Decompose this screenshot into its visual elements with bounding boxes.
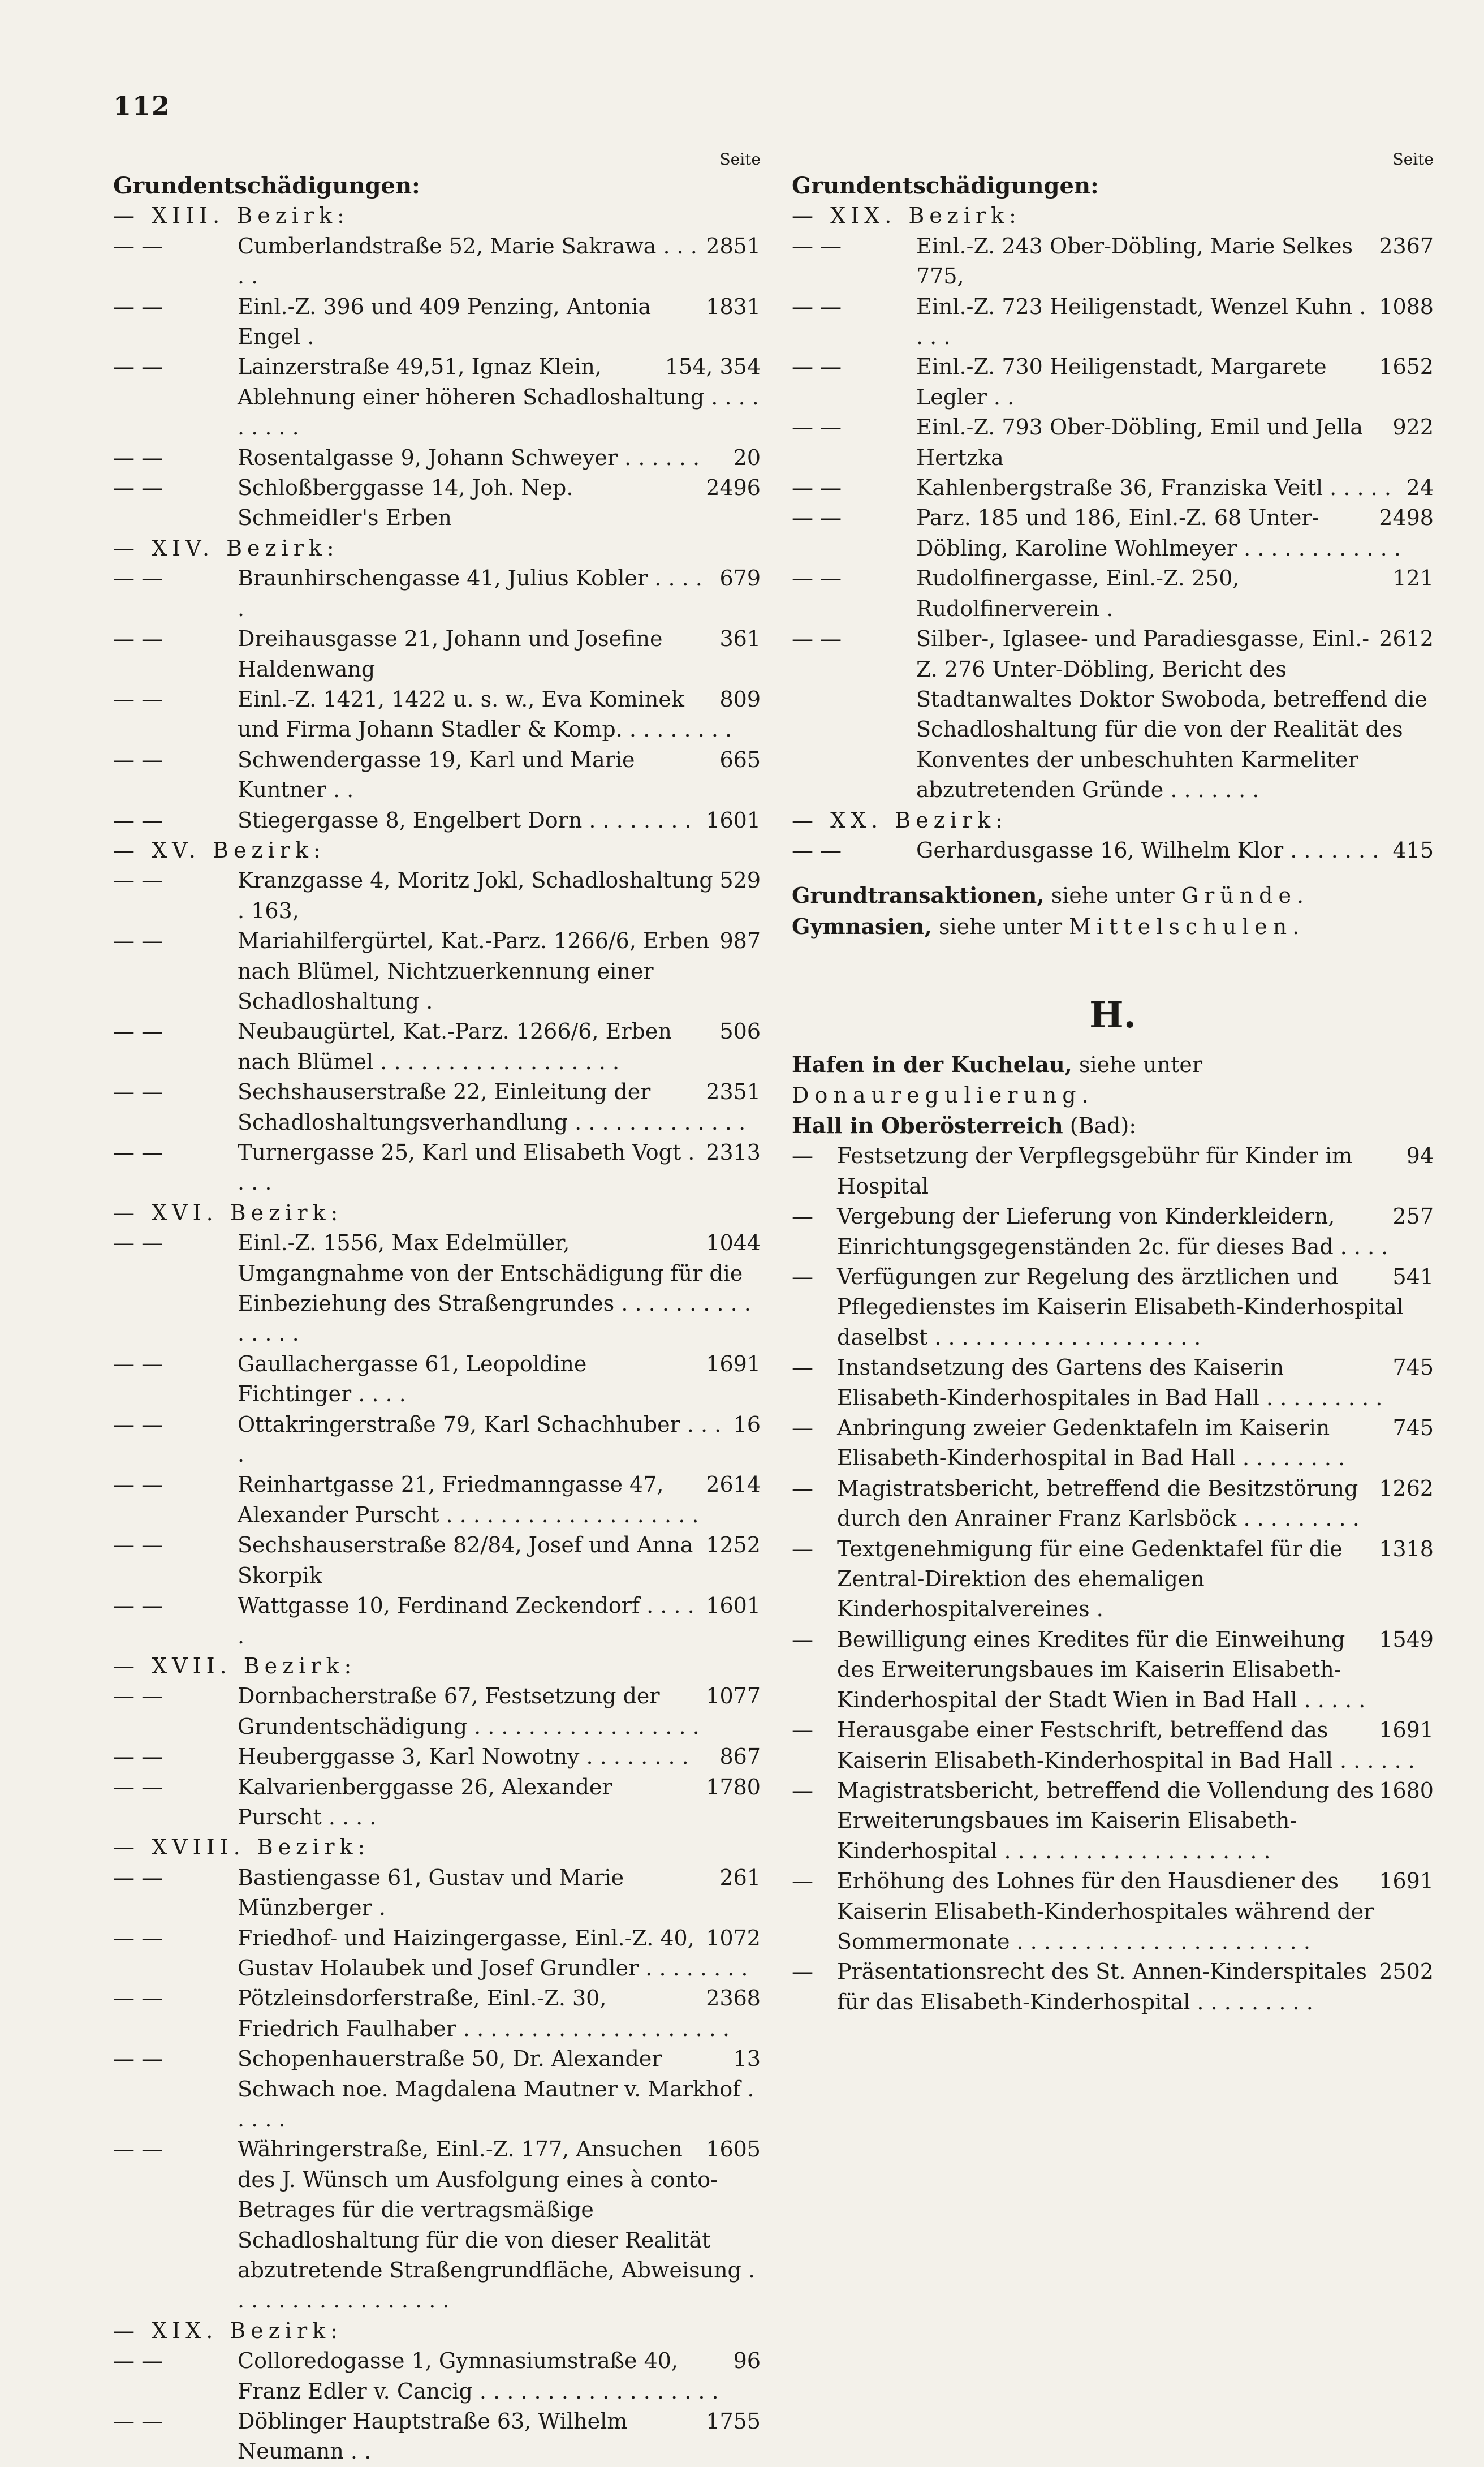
page-reference: 2612 [1374, 624, 1434, 654]
index-entry [792, 1957, 1434, 2017]
page-reference: 1780 [701, 1772, 761, 1802]
index-entry [113, 1349, 761, 1410]
index-entry [113, 443, 761, 473]
entry-text: Kalvarienberggasse 26, Alexander Purscht . . . . [238, 1774, 612, 1829]
entry-dash: — — [113, 1684, 163, 1709]
entry-text: Einl.-Z. 1421, 1422 u. s. w., Eva Kominek und Firma Johann Stadler & Komp. . . . . . . . . [238, 686, 732, 742]
index-entry [113, 1923, 761, 1984]
entry-text: Wattgasse 10, Ferdinand Zeckendorf . . . . . [238, 1593, 694, 1648]
entry-text: Bastiengasse 61, Gustav und Marie Münzberger . [238, 1865, 624, 1921]
index-entry [792, 1413, 1434, 1474]
entry-dash: — — [113, 2046, 163, 2072]
district-heading [792, 806, 1434, 836]
entry-text: Friedhof- und Haizingergasse, Einl.-Z. 40, Gustav Holaubek und Josef Grundler . . . . . . . . [238, 1925, 748, 1981]
entry-text: Währingerstraße, Einl.-Z. 177, Ansuchen des J. Wünsch um Ausfolgung eines à conto-Betrages für die vertragsmäßige Schadloshaltung für die von dieser Realität abzutretende Straßengrundfläche, Abweisung . . . . . . . . . . . . . . . . . [238, 2137, 756, 2313]
entry-text: Einl.-Z. 793 Ober-Döbling, Emil und Jella Hertzka [916, 415, 1364, 470]
entry-dash: — — [113, 1230, 163, 1256]
entry-text: Dornbacherstraße 67, Festsetzung der Grundentschädigung . . . . . . . . . . . . . . . . . [238, 1684, 700, 1739]
page-reference: 1601 [701, 806, 761, 836]
entry-text: Rosentalgasse 9, Johann Schweyer . . . . . . [238, 445, 700, 470]
index-entry [113, 624, 761, 684]
index-entry [113, 473, 761, 533]
district-label: — XVII. Bezirk: [113, 1653, 357, 1678]
entry-text: Magistratsbericht, betreffend die Besitzstörung durch den Anrainer Franz Karlsböck . . . . . . . . . [837, 1475, 1360, 1531]
entry-dash: — — [113, 1925, 163, 1951]
section-letter: H. [1089, 994, 1136, 1037]
page-reference: 2851 [701, 231, 761, 261]
page-reference: 2496 [701, 473, 761, 503]
entry-text: Colloredogasse 1, Gymnasiumstraße 40, Franz Edler v. Cancig . . . . . . . . . . . . . . . . . . [238, 2348, 719, 2404]
entry-text: Lainzerstraße 49,51, Ignaz Klein, Ablehnung einer höheren Schadloshaltung . . . . . . . . . [238, 354, 759, 440]
entry-text: Einl.-Z. 396 und 409 Penzing, Antonia Engel . [238, 294, 652, 350]
entry-dash: — [792, 1475, 813, 1501]
index-entry [792, 1353, 1434, 1413]
entry-dash: — [792, 1959, 813, 1984]
entry-text: Mariahilfergürtel, Kat.-Parz. 1266/6, Erben nach Blümel, Nichtzuerkennung einer Schadloshaltung . [238, 928, 710, 1014]
entry-text: Döblinger Hauptstraße 63, Wilhelm Neumann . . [238, 2409, 628, 2464]
entry-dash: — [792, 1204, 813, 1229]
entry-text: Silber-, Iglasee- und Paradiesgasse, Einl.-Z. 276 Unter-Döbling, Bericht des Stadtanwaltes Doktor Swoboda, betreffend die Schadloshaltung für die von der Realität des Konventes der unbeschuhten Karmeliter abzutretenden Gründe . . . . . . . [916, 626, 1427, 803]
entry-dash: — — [113, 1019, 163, 1044]
index-entry [113, 1228, 761, 1349]
entry-dash: — [792, 1868, 813, 1894]
index-entry [792, 352, 1434, 412]
page-reference: 2368 [701, 1983, 761, 2013]
entry-dash: — — [113, 1411, 163, 1437]
entry-text: Textgenehmigung für eine Gedenktafel für die Zentral-Direktion des ehemaligen Kinderhospitalvereines . [837, 1536, 1343, 1622]
district-label: — XX. Bezirk: [792, 807, 1008, 833]
entry-dash: — — [113, 928, 163, 954]
index-entry [792, 1776, 1434, 1866]
district-heading [113, 1651, 761, 1681]
cross-ref-grundtransaktionen: Grundtransaktionen, siehe unter Gründe. [792, 882, 1310, 909]
district-heading [113, 836, 761, 866]
entry-text: Gerhardusgasse 16, Wilhelm Klor . . . . . . . [916, 837, 1379, 863]
entry-dash: — — [113, 868, 163, 893]
district-label: — XIII. Bezirk: [113, 203, 350, 229]
index-entry [792, 1715, 1434, 1776]
entry-dash: — — [113, 1472, 163, 1497]
entry-text: Einl.-Z. 1556, Max Edelmüller, Umgangnahme von der Entschädigung für die Einbeziehung des Straßengrundes . . . . . . . . . . . . . . . [238, 1230, 751, 1346]
district-label: — XIX. Bezirk: [792, 203, 1021, 229]
entry-dash: — — [113, 2409, 163, 2434]
entry-text: Schloßberggasse 14, Joh. Nep. Schmeidler's Erben [238, 475, 573, 531]
entry-dash: — — [113, 747, 163, 772]
index-entry [113, 1138, 761, 1198]
entry-dash: — — [113, 566, 163, 591]
entry-text: Vergebung der Lieferung von Kinderkleidern, Einrichtungsgegenständen 2c. für dieses Bad . . . . [837, 1204, 1388, 1259]
index-entry [792, 231, 1434, 292]
index-entry [792, 836, 1434, 866]
entry-text: Stiegergasse 8, Engelbert Dorn . . . . . . . . [238, 807, 692, 833]
district-heading [113, 201, 761, 231]
entry-text: Reinhartgasse 21, Friedmanngasse 47, Alexander Purscht . . . . . . . . . . . . . . . . . . . [238, 1472, 699, 1527]
page-reference: 2498 [1374, 503, 1434, 533]
page-reference: 16 [729, 1410, 761, 1440]
entry-text: Heuberggasse 3, Karl Nowotny . . . . . . . . [238, 1744, 689, 1769]
index-entry [792, 503, 1434, 563]
index-entry [113, 1530, 761, 1591]
entry-dash: — — [792, 294, 842, 319]
cross-ref-gymnasien: Gymnasien, siehe unter Mittelschulen. [792, 913, 1305, 939]
entry-dash: — — [792, 415, 842, 440]
entry-text: Rudolfinergasse, Einl.-Z. 250, Rudolfinerverein . [916, 566, 1240, 621]
index-entry [792, 624, 1434, 805]
page-reference: 2367 [1374, 231, 1434, 261]
index-entry [792, 292, 1434, 352]
index-entry [113, 2346, 761, 2406]
page-reference: 261 [715, 1863, 761, 1893]
entry-dash: — — [113, 445, 163, 470]
entry-dash: — — [113, 233, 163, 259]
entry-dash: — — [113, 1593, 163, 1618]
entry-text: Schwendergasse 19, Karl und Marie Kuntner . . [238, 747, 635, 803]
entry-dash: — [792, 1355, 813, 1380]
left-column [113, 148, 761, 2467]
entry-dash: — — [113, 2137, 163, 2162]
entry-text: Pötzleinsdorferstraße, Einl.-Z. 30, Friedrich Faulhaber . . . . . . . . . . . . . . . . . . . . [238, 1986, 730, 2041]
page-reference: 809 [715, 684, 761, 714]
page-reference: 1605 [701, 2134, 761, 2164]
district-heading [792, 201, 1434, 231]
entry-dash: — [792, 1536, 813, 1561]
index-entry [113, 1470, 761, 1530]
entry-text: Schopenhauerstraße 50, Dr. Alexander Schwach noe. Magdalena Mautner v. Markhof . . . . . [238, 2046, 754, 2132]
page-reference: 1601 [701, 1591, 761, 1621]
right-column [792, 148, 1434, 2017]
entry-dash: — [792, 1143, 813, 1169]
page-reference: 1691 [1374, 1866, 1434, 1896]
entry-dash: — — [113, 475, 163, 501]
page-reference: 1680 [1374, 1776, 1434, 1806]
cross-ref-hafen: Hafen in der Kuchelau, siehe unter Donauregulierung. [792, 1052, 1203, 1108]
district-label: — XVIII. Bezirk: [113, 1835, 370, 1860]
entry-text: Dreihausgasse 21, Johann und Josefine Haldenwang [238, 626, 663, 682]
entry-text: Gaullachergasse 61, Leopoldine Fichtinger . . . . [238, 1351, 587, 1407]
entry-text: Präsentationsrecht des St. Annen-Kinderspitales für das Elisabeth-Kinderhospital . . . . . . . . . [837, 1959, 1367, 2014]
index-entry [792, 473, 1434, 503]
entry-text: Verfügungen zur Regelung des ärztlichen und Pflegedienstes im Kaiserin Elisabeth-Kinderhospital daselbst . . . . . . . . . . . . . . . . . . . . [837, 1264, 1404, 1350]
hall-heading: Hall in Oberösterreich (Bad): [792, 1112, 1137, 1138]
entry-dash: — — [113, 1351, 163, 1376]
entry-dash: — — [113, 1986, 163, 2011]
index-entry [113, 1077, 761, 1138]
entry-dash: — — [113, 1140, 163, 1165]
entry-dash: — — [113, 1865, 163, 1890]
entry-dash: — — [113, 294, 163, 319]
seite-label-right: Seite [1392, 150, 1434, 169]
index-entry [792, 1141, 1434, 1202]
index-entry [113, 745, 761, 806]
page-reference: 1755 [701, 2406, 761, 2436]
entry-dash: — [792, 1415, 813, 1441]
entry-dash: — — [113, 1744, 163, 1769]
page-reference: 1831 [701, 292, 761, 322]
page-reference: 257 [1388, 1202, 1434, 1232]
entry-text: Herausgabe einer Festschrift, betreffend das Kaiserin Elisabeth-Kinderhospital in Bad Hall . . . . . . [837, 1717, 1415, 1773]
entry-text: Einl.-Z. 730 Heiligenstadt, Margarete Legler . . [916, 354, 1327, 410]
entry-dash: — — [113, 2348, 163, 2374]
index-entry [792, 1866, 1434, 1957]
page-reference: 1691 [701, 1349, 761, 1379]
index-entry [792, 563, 1434, 624]
entry-dash: — — [792, 837, 842, 863]
entry-text: Anbringung zweier Gedenktafeln im Kaiserin Elisabeth-Kinderhospital in Bad Hall . . . . . . . . [837, 1415, 1345, 1471]
index-entry [113, 292, 761, 352]
entry-text: Erhöhung des Lohnes für den Hausdiener des Kaiserin Elisabeth-Kinderhospitales während der Sommermonate . . . . . . . . . . . . . . . . . . . . . . [837, 1868, 1374, 1954]
page-reference: 665 [715, 745, 761, 775]
page-reference: 529 [715, 866, 761, 895]
page-reference: 2313 [701, 1138, 761, 1168]
page-reference: 24 [1402, 473, 1434, 503]
index-entry [113, 1681, 761, 1742]
district-heading [113, 2316, 761, 2346]
district-label: — XIX. Bezirk: [113, 2318, 343, 2343]
page-reference: 679 [715, 563, 761, 593]
index-entry [113, 2406, 761, 2467]
hall-entry-list [792, 1141, 1434, 2017]
index-entry [113, 231, 761, 292]
entry-text: Parz. 185 und 186, Einl.-Z. 68 Unter-Döbling, Karoline Wohlmeyer . . . . . . . . . . . . [916, 505, 1401, 561]
entry-dash: — — [113, 354, 163, 380]
page-reference: 20 [729, 443, 761, 473]
page-reference: 1044 [701, 1228, 761, 1258]
index-entry [113, 352, 761, 442]
index-entry [113, 806, 761, 836]
page-reference: 1691 [1374, 1715, 1434, 1745]
right-entry-list [792, 201, 1434, 866]
page-reference: 1077 [701, 1681, 761, 1711]
entry-text: Magistratsbericht, betreffend die Vollendung des Erweiterungsbaues im Kaiserin Elisabeth-Kinderhospital . . . . . . . . . . . . . . . . . . . . [837, 1777, 1374, 1863]
index-entry [113, 926, 761, 1017]
page-reference: 13 [729, 2044, 761, 2074]
entry-dash: — — [113, 1532, 163, 1558]
page-reference: 94 [1402, 1141, 1434, 1171]
section-heading-right: Grundentschädigungen: [792, 173, 1099, 199]
entry-text: Kahlenbergstraße 36, Franziska Veitl . . . . . [916, 475, 1391, 501]
index-entry [792, 1202, 1434, 1262]
entry-dash: — [792, 1717, 813, 1743]
entry-text: Instandsetzung des Gartens des Kaiserin Elisabeth-Kinderhospitales in Bad Hall . . . . . . . . . [837, 1355, 1383, 1410]
page-reference: 922 [1388, 412, 1434, 442]
entry-dash: — [792, 1777, 813, 1803]
page-reference: 2502 [1374, 1957, 1434, 1987]
page-reference: 1088 [1374, 292, 1434, 322]
index-entry [113, 1983, 761, 2044]
page-reference: 1252 [701, 1530, 761, 1560]
entry-dash: — — [113, 807, 163, 833]
entry-dash: — — [113, 686, 163, 712]
entry-dash: — — [792, 505, 842, 531]
left-entry-list [113, 201, 761, 2466]
index-entry [792, 1262, 1434, 1353]
page-reference: 2351 [701, 1077, 761, 1107]
entry-text: Sechshauserstraße 82/84, Josef und Anna Skorpik [238, 1532, 693, 1588]
district-label: — XVI. Bezirk: [113, 1200, 343, 1225]
page-reference: 361 [715, 624, 761, 654]
seite-label-left: Seite [719, 150, 761, 169]
page-reference: 1652 [1374, 352, 1434, 382]
page-reference: 121 [1388, 563, 1434, 593]
entry-dash: — [792, 1264, 813, 1289]
page-reference: 1549 [1374, 1625, 1434, 1655]
page-reference: 415 [1388, 836, 1434, 866]
entry-dash: — — [113, 626, 163, 652]
index-entry [113, 1410, 761, 1470]
page-reference: 541 [1388, 1262, 1434, 1292]
entry-text: Braunhirschengasse 41, Julius Kobler . . . . . [238, 566, 702, 621]
entry-text: Neubaugürtel, Kat.-Parz. 1266/6, Erben nach Blümel . . . . . . . . . . . . . . . . . . [238, 1019, 672, 1074]
page-reference: 987 [715, 926, 761, 956]
entry-text: Kranzgasse 4, Moritz Jokl, Schadloshaltung . 163, [238, 868, 713, 923]
district-heading [113, 533, 761, 563]
page-reference: 1318 [1374, 1534, 1434, 1564]
entry-dash: — — [792, 233, 842, 259]
index-entry [792, 1474, 1434, 1534]
index-entry [113, 1017, 761, 1077]
entry-text: Einl.-Z. 243 Ober-Döbling, Marie Selkes 775, [916, 233, 1353, 289]
index-entry [113, 2134, 761, 2315]
entry-text: Turnergasse 25, Karl und Elisabeth Vogt . . . . [238, 1140, 695, 1195]
page-number: 112 [113, 91, 171, 121]
entry-text: Einl.-Z. 723 Heiligenstadt, Wenzel Kuhn . . . . [916, 294, 1366, 350]
index-entry [113, 1591, 761, 1651]
index-entry [792, 1534, 1434, 1625]
index-entry [113, 1772, 761, 1833]
entry-dash: — — [792, 354, 842, 380]
page-reference: 154, 354 [661, 352, 761, 382]
index-entry [113, 684, 761, 745]
entry-dash: — [792, 1626, 813, 1652]
index-entry [792, 1625, 1434, 1715]
page-reference: 745 [1388, 1413, 1434, 1443]
index-entry [113, 2044, 761, 2134]
district-label: — XIV. Bezirk: [113, 535, 339, 561]
entry-dash: — — [792, 475, 842, 501]
index-entry [113, 563, 761, 624]
entry-dash: — — [792, 626, 842, 652]
entry-text: Sechshauserstraße 22, Einleitung der Schadloshaltungsverhandlung . . . . . . . . . . . . . [238, 1079, 746, 1135]
page-reference: 96 [729, 2346, 761, 2376]
page-reference: 2614 [701, 1470, 761, 1500]
index-entry [792, 412, 1434, 473]
page-reference: 745 [1388, 1353, 1434, 1383]
section-heading-left: Grundentschädigungen: [113, 173, 420, 199]
entry-dash: — — [792, 566, 842, 591]
district-label: — XV. Bezirk: [113, 837, 326, 863]
page-reference: 506 [715, 1017, 761, 1047]
district-heading [113, 1832, 761, 1862]
index-entry [113, 1863, 761, 1923]
district-heading [113, 1198, 761, 1228]
entry-text: Bewilligung eines Kredites für die Einweihung des Erweiterungsbaues im Kaiserin Elisabeth-Kinderhospital der Stadt Wien in Bad Hall . . . . . [837, 1626, 1366, 1712]
index-entry [113, 1742, 761, 1772]
entry-text: Ottakringerstraße 79, Karl Schachhuber . . . . [238, 1411, 722, 1467]
entry-dash: — — [113, 1774, 163, 1799]
entry-text: Cumberlandstraße 52, Marie Sakrawa . . . . . [238, 233, 697, 289]
page-reference: 1072 [701, 1923, 761, 1953]
entry-dash: — — [113, 1079, 163, 1105]
page-reference: 1262 [1374, 1474, 1434, 1504]
index-entry [113, 866, 761, 926]
page-reference: 867 [715, 1742, 761, 1772]
entry-text: Festsetzung der Verpflegsgebühr für Kinder im Hospital [837, 1143, 1353, 1199]
